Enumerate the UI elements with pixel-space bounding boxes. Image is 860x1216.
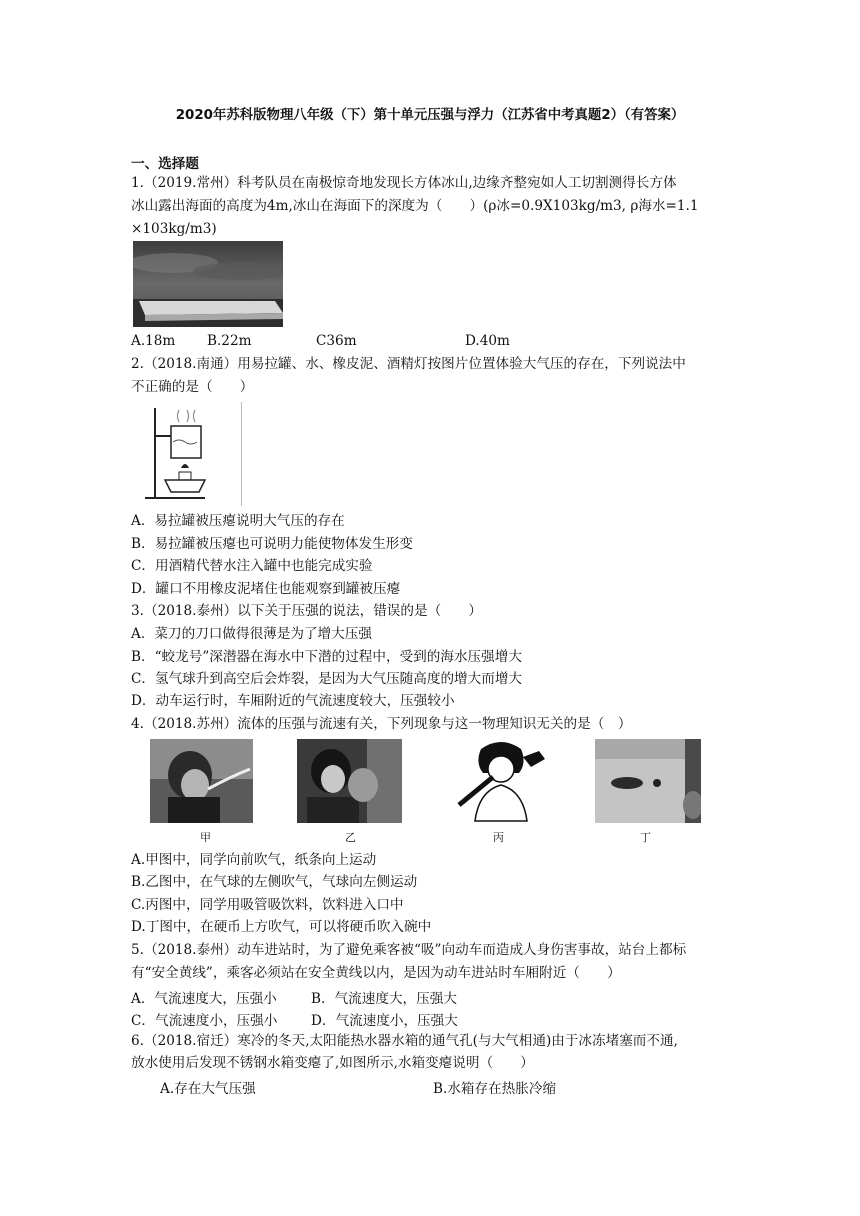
caption-jia: 甲 — [200, 831, 211, 844]
q1-option-a: A.18m — [131, 333, 176, 349]
q6-line-2: 放水使用后发现不锈钢水箱变瘪了,如图所示,水箱变瘪说明（ ） — [131, 1055, 534, 1071]
q3-option-a: A．菜刀的刀口做得很薄是为了增大压强 — [131, 626, 372, 642]
q4-option-c: C.丙图中，同学用吸管吸饮料，饮料进入口中 — [131, 897, 404, 913]
photo-ding — [595, 739, 701, 823]
q3-line-1: 3.（2018.泰州）以下关于压强的说法，错误的是（ ） — [131, 603, 482, 619]
photo-jia — [150, 739, 253, 823]
q1-option-b: B.22m — [207, 333, 252, 349]
q5-line-2: 有“安全黄线”，乘客必须站在安全黄线以内，是因为动车进站时车厢附近（ ） — [131, 965, 621, 981]
q1-line-3: ×103kg/m3) — [131, 221, 217, 237]
q4-option-a: A.甲图中，同学向前吹气，纸条向上运动 — [131, 852, 377, 868]
q2-option-d: D．罐口不用橡皮泥堵住也能观察到罐被压瘪 — [131, 581, 401, 597]
q4-option-d: D.丁图中，在硬币上方吹气，可以将硬币吹入碗中 — [131, 919, 432, 935]
iceberg-photo — [133, 241, 283, 327]
photo-yi — [297, 739, 402, 823]
q5-line-1: 5.（2018.泰州）动车进站时，为了避免乘客被“吸”向动车而造成人身伤害事故，站台上都标 — [131, 942, 687, 958]
q5-option-d: D．气流速度小，压强大 — [311, 1013, 458, 1029]
q2-option-b: B．易拉罐被压瘪也可说明力能使物体发生形变 — [131, 536, 413, 552]
q2-line-2: 不正确的是（ ） — [131, 379, 254, 395]
q1-option-c: C36m — [316, 333, 357, 349]
q5-option-b: B．气流速度大，压强大 — [311, 991, 457, 1007]
caption-ding: 丁 — [640, 831, 651, 844]
q1-line-1: 1.（2019.常州）科考队员在南极惊奇地发现长方体冰山,边缘齐整宛如人工切割测得长方体 — [131, 175, 677, 191]
q1-option-d: D.40m — [465, 333, 510, 349]
q6-line-1: 6.（2018.宿迁）寒冷的冬天,太阳能热水器水箱的通气孔(与大气相通)由于冰冻堵塞而不通, — [131, 1033, 678, 1049]
document-title: 2020年苏科版物理八年级（下）第十单元压强与浮力（江苏省中考真题2）（有答案） — [175, 108, 685, 123]
q4-line-1: 4.（2018.苏州）流体的压强与流速有关，下列现象与这一物理知识无关的是（ ） — [131, 716, 632, 732]
q2-option-a: A．易拉罐被压瘪说明大气压的存在 — [131, 513, 345, 529]
section-heading: 一、选择题 — [131, 156, 199, 172]
can-experiment-figure — [135, 402, 245, 506]
q4-option-b: B.乙图中，在气球的左侧吹气，气球向左侧运动 — [131, 874, 418, 890]
caption-yi: 乙 — [345, 831, 356, 844]
q1-line-2: 冰山露出海面的高度为4m,冰山在海面下的深度为（ ）(ρ冰=0.9X103kg/m3, ρ海水=1.1 — [131, 198, 699, 214]
q5-option-a: A．气流速度大，压强小 — [131, 991, 277, 1007]
q6-option-b: B.水箱存在热胀冷缩 — [433, 1081, 557, 1097]
q2-option-c: C．用酒精代替水注入罐中也能完成实验 — [131, 558, 373, 574]
q3-option-d: D．动车运行时，车厢附近的气流速度较大，压强较小 — [131, 693, 455, 709]
q2-line-1: 2.（2018.南通）用易拉罐、水、橡皮泥、酒精灯按图片位置体验大气压的存在，下列说法中 — [131, 356, 686, 372]
caption-bing: 丙 — [493, 831, 504, 844]
drawing-bing — [445, 739, 553, 823]
q3-option-c: C．氢气球升到高空后会炸裂，是因为大气压随高度的增大而增大 — [131, 671, 523, 687]
q3-option-b: B．“蛟龙号”深潜器在海水中下潜的过程中，受到的海水压强增大 — [131, 649, 522, 665]
q5-option-c: C．气流速度小，压强小 — [131, 1013, 278, 1029]
q6-option-a: A.存在大气压强 — [160, 1081, 256, 1097]
